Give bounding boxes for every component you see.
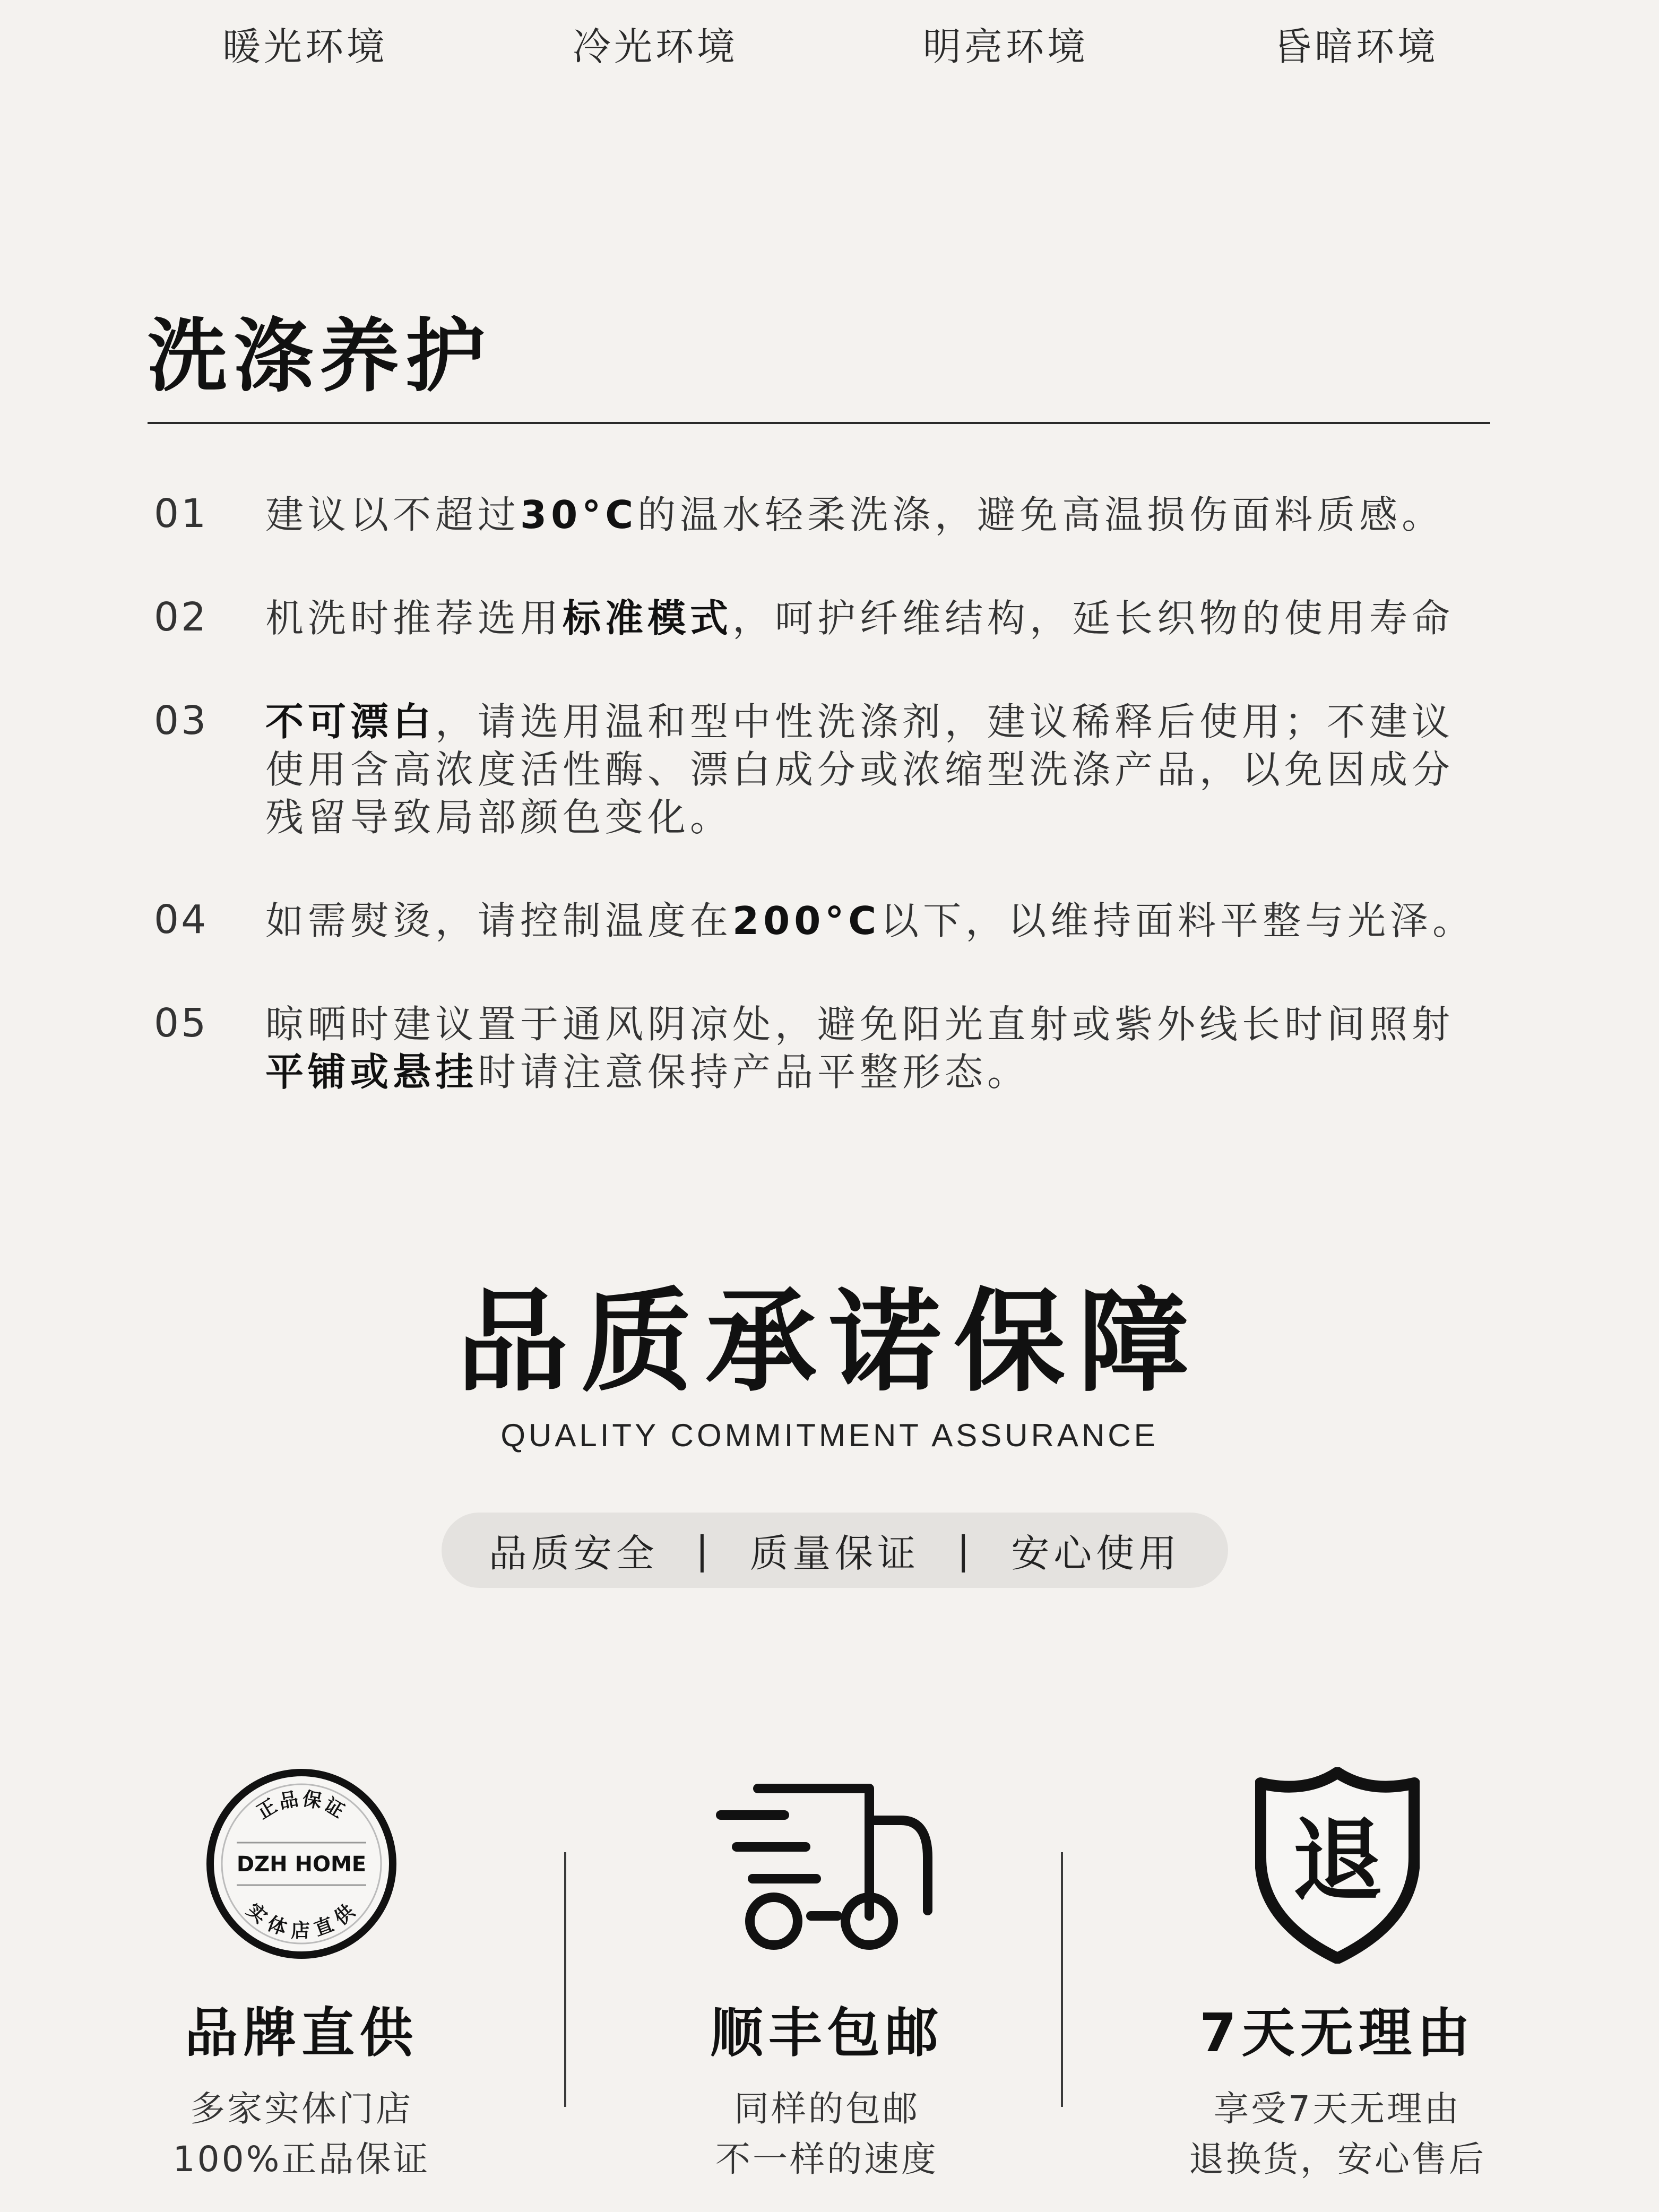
- care-text: [265, 1000, 1502, 1096]
- svg-text:实体店直供: 实体店直供: [242, 1899, 361, 1942]
- care-emphasis: 不可漂白: [265, 699, 436, 744]
- care-text-line: [265, 1000, 1502, 1048]
- care-run: ，呵护纤维结构，延长织物的使用寿命: [732, 596, 1455, 641]
- feature-line: 退换货，安心售后: [1189, 2139, 1486, 2180]
- care-text: [265, 594, 1502, 642]
- care-text: [265, 698, 1502, 841]
- care-run: 晾晒时建议置于通风阴凉处，避免阳光直射或紫外线长时间照射: [265, 1002, 1455, 1047]
- care-run: 建议以不超过: [265, 492, 521, 537]
- care-emphasis: 平铺或悬挂: [265, 1050, 478, 1094]
- feature-title: 7天无理由: [1199, 2002, 1475, 2064]
- care-emphasis: 标准模式: [563, 596, 733, 641]
- lighting-tab-warm[interactable]: 暖光环境: [222, 24, 388, 69]
- care-divider: [148, 422, 1490, 424]
- care-text-line: [265, 1048, 1502, 1096]
- care-text-line: [265, 594, 1502, 642]
- care-number: 03: [154, 698, 209, 744]
- quality-tag-safety: 品质安全: [488, 1531, 659, 1576]
- seal-badge-icon: [205, 1767, 398, 1960]
- feature-divider: [1061, 1852, 1063, 2107]
- lighting-tab-dim[interactable]: 昏暗环境: [1273, 24, 1439, 69]
- care-text: [265, 897, 1502, 945]
- care-text-line: [265, 746, 1502, 793]
- feature-title: 顺丰包邮: [710, 2002, 944, 2064]
- care-number: 04: [154, 897, 209, 943]
- care-run: 如需熨烫，请控制温度在: [265, 898, 733, 943]
- care-title: 洗涤养护: [148, 310, 492, 403]
- care-run: 机洗时推荐选用: [265, 596, 563, 641]
- care-emphasis: 200°C: [732, 898, 881, 943]
- lighting-tab-cool[interactable]: 冷光环境: [572, 24, 738, 69]
- svg-text:DZH HOME: DZH HOME: [236, 1852, 367, 1877]
- feature-line: 同样的包邮: [734, 2088, 920, 2129]
- care-number: 05: [154, 1000, 209, 1046]
- care-run: 的温水轻柔洗涤，避免高温损伤面料质感。: [637, 492, 1445, 537]
- care-text-line: [265, 897, 1502, 945]
- quality-tags-pill: [442, 1513, 1228, 1588]
- feature-divider: [564, 1852, 566, 2107]
- care-run: 残留导致局部颜色变化。: [265, 795, 733, 840]
- care-run: 以下，以维持面料平整与光泽。: [880, 898, 1475, 943]
- feature-line: 不一样的速度: [715, 2139, 938, 2180]
- feature-line: 多家实体门店: [190, 2088, 413, 2129]
- feature-line: 100%正品保证: [172, 2139, 430, 2180]
- quality-title: 品质承诺保障: [456, 1277, 1202, 1407]
- care-text-line: [265, 491, 1502, 539]
- return-shield-icon: [1255, 1767, 1420, 1964]
- svg-text:退: 退: [1292, 1809, 1383, 1914]
- care-number: 02: [154, 594, 209, 640]
- feature-line: 享受7天无理由: [1214, 2088, 1461, 2129]
- care-run: ，请选用温和型中性洗涤剂，建议稀释后使用；不建议: [435, 699, 1455, 744]
- care-text: [265, 491, 1502, 539]
- care-text-line: [265, 698, 1502, 746]
- pill-separator: |: [957, 1528, 974, 1572]
- lighting-tab-bright[interactable]: 明亮环境: [922, 24, 1088, 69]
- care-emphasis: 30°C: [520, 492, 638, 537]
- delivery-truck-icon: [715, 1783, 938, 1964]
- svg-text:正品保证: 正品保证: [253, 1787, 350, 1824]
- care-number: 01: [154, 491, 209, 537]
- quality-tag-guarantee: 质量保证: [749, 1531, 920, 1576]
- care-run: 时请注意保持产品平整形态。: [478, 1050, 1030, 1094]
- quality-tag-peace: 安心使用: [1011, 1531, 1181, 1576]
- pill-separator: |: [695, 1528, 713, 1572]
- care-text-line: [265, 793, 1502, 841]
- care-run: 使用含高浓度活性酶、漂白成分或浓缩型洗涤产品，以免因成分: [265, 747, 1455, 792]
- feature-title: 品牌直供: [185, 2002, 418, 2064]
- quality-subtitle: QUALITY COMMITMENT ASSURANCE: [500, 1418, 1159, 1453]
